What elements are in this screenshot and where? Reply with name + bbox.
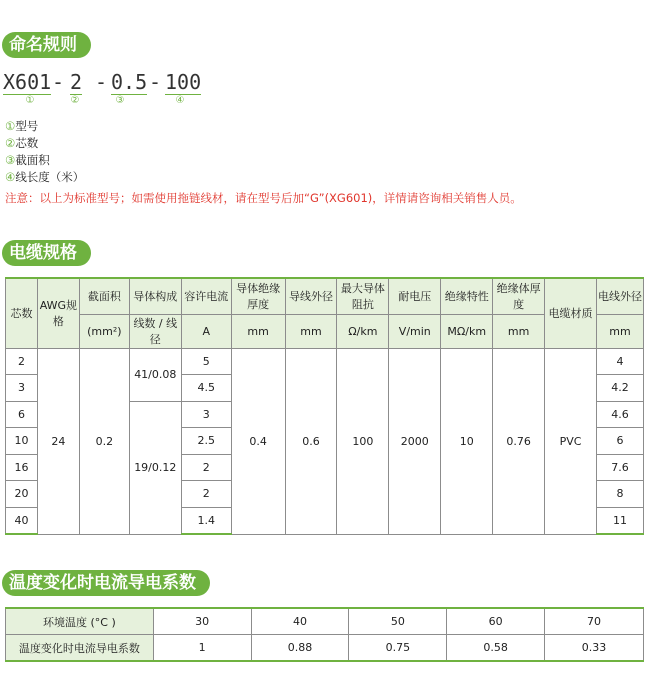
naming-legend xyxy=(5,118,84,186)
header-current: 容许电流 xyxy=(181,278,231,314)
header-insul-prop: 绝缘特性 xyxy=(441,278,493,314)
section-title-naming: 命名规则 xyxy=(2,32,91,58)
cell-temp: 40 xyxy=(251,608,349,635)
header-insul-prop-unit: MΩ/km xyxy=(441,314,493,348)
cell-material: PVC xyxy=(545,348,597,534)
row-label-temperature: 环境温度 (°C ) xyxy=(6,608,154,635)
temperature-table xyxy=(5,607,644,662)
cell-cores: 16 xyxy=(6,454,38,481)
header-awg: AWG规格 xyxy=(37,278,79,348)
header-jacket-thick-unit: mm xyxy=(493,314,545,348)
cell-conductor-a: 41/0.08 xyxy=(129,348,181,401)
header-cores: 芯数 xyxy=(6,278,38,348)
legend-item: ④线长度（米） xyxy=(5,170,85,184)
cell-cable-od: 4 xyxy=(596,348,643,375)
header-od-unit: mm xyxy=(285,314,337,348)
header-cable-od-unit: mm xyxy=(596,314,643,348)
marker-4: ④ xyxy=(175,95,185,106)
header-voltage: 耐电压 xyxy=(389,278,441,314)
cell-coef: 0.88 xyxy=(251,635,349,662)
cell-resistance: 100 xyxy=(337,348,389,534)
header-voltage-unit: V/min xyxy=(389,314,441,348)
marker-1: ① xyxy=(25,95,35,106)
cell-voltage: 2000 xyxy=(389,348,441,534)
cell-cable-od: 6 xyxy=(596,428,643,455)
model-code-sep-3: - xyxy=(149,70,162,94)
cell-temp: 60 xyxy=(447,608,545,635)
cell-current: 2 xyxy=(181,481,231,508)
header-insul-thick-unit: mm xyxy=(231,314,285,348)
cell-current: 2 xyxy=(181,454,231,481)
cell-current: 5 xyxy=(181,348,231,375)
legend-item: ②芯数 xyxy=(5,136,39,150)
cell-current: 3 xyxy=(181,401,231,428)
cell-temp: 30 xyxy=(153,608,251,635)
cell-temp: 70 xyxy=(545,608,644,635)
header-jacket-thick: 绝缘体厚度 xyxy=(493,278,545,314)
header-current-unit: A xyxy=(181,314,231,348)
model-code-part-2: 2 xyxy=(70,70,83,94)
cell-cable-od: 4.6 xyxy=(596,401,643,428)
legend-item: ③截面积 xyxy=(5,153,50,167)
header-resistance: 最大导体阻抗 xyxy=(337,278,389,314)
table-row xyxy=(6,348,644,375)
header-conductor-sub: 线数 / 线径 xyxy=(129,314,181,348)
cell-cores: 10 xyxy=(6,428,38,455)
naming-note: 注意：以上为标准型号；如需使用拖链线材，请在型号后加“G”(XG601)，详情请咨询相关销售人员。 xyxy=(5,191,522,205)
header-od: 导线外径 xyxy=(285,278,337,314)
spec-table xyxy=(5,277,644,535)
cell-cores: 2 xyxy=(6,348,38,375)
cell-insul-thick: 0.4 xyxy=(231,348,285,534)
header-area-unit: (mm²) xyxy=(79,314,129,348)
cell-awg: 24 xyxy=(37,348,79,534)
cell-od: 0.6 xyxy=(285,348,337,534)
header-cable-od: 电线外径 xyxy=(596,278,643,314)
header-conductor: 导体构成 xyxy=(129,278,181,314)
cell-cores: 40 xyxy=(6,507,38,534)
cell-cable-od: 7.6 xyxy=(596,454,643,481)
cell-cable-od: 11 xyxy=(596,507,643,534)
model-code-part-4: 100 xyxy=(165,70,202,94)
header-material: 电缆材质 xyxy=(545,278,597,348)
cell-jacket-thick: 0.76 xyxy=(493,348,545,534)
section-title-temperature: 温度变化时电流导电系数 xyxy=(2,570,210,596)
cell-cores: 6 xyxy=(6,401,38,428)
model-code-part-1: X601 xyxy=(3,70,52,94)
marker-3: ③ xyxy=(115,95,125,106)
table-row xyxy=(6,635,644,662)
header-resistance-unit: Ω/km xyxy=(337,314,389,348)
cell-coef: 0.58 xyxy=(447,635,545,662)
section-title-spec: 电缆规格 xyxy=(2,240,91,266)
cell-area: 0.2 xyxy=(79,348,129,534)
model-code-sep-2: - xyxy=(95,70,108,94)
cell-insul-prop: 10 xyxy=(441,348,493,534)
model-code-sep-1: - xyxy=(52,70,65,94)
cell-current: 2.5 xyxy=(181,428,231,455)
cell-cable-od: 4.2 xyxy=(596,375,643,402)
model-code-part-3: 0.5 xyxy=(111,70,148,94)
header-insul-thick: 导体绝缘厚度 xyxy=(231,278,285,314)
cell-cores: 20 xyxy=(6,481,38,508)
cell-cores: 3 xyxy=(6,375,38,402)
cell-coef: 1 xyxy=(153,635,251,662)
header-area: 截面积 xyxy=(79,278,129,314)
cell-temp: 50 xyxy=(349,608,447,635)
cell-coef: 0.75 xyxy=(349,635,447,662)
table-row xyxy=(6,608,644,635)
cell-cable-od: 8 xyxy=(596,481,643,508)
row-label-coefficient: 温度变化时电流导电系数 xyxy=(6,635,154,662)
cell-current: 1.4 xyxy=(181,507,231,534)
legend-item: ①型号 xyxy=(5,119,39,133)
cell-coef: 0.33 xyxy=(545,635,644,662)
cell-current: 4.5 xyxy=(181,375,231,402)
marker-2: ② xyxy=(70,95,80,106)
cell-conductor-b: 19/0.12 xyxy=(129,401,181,534)
